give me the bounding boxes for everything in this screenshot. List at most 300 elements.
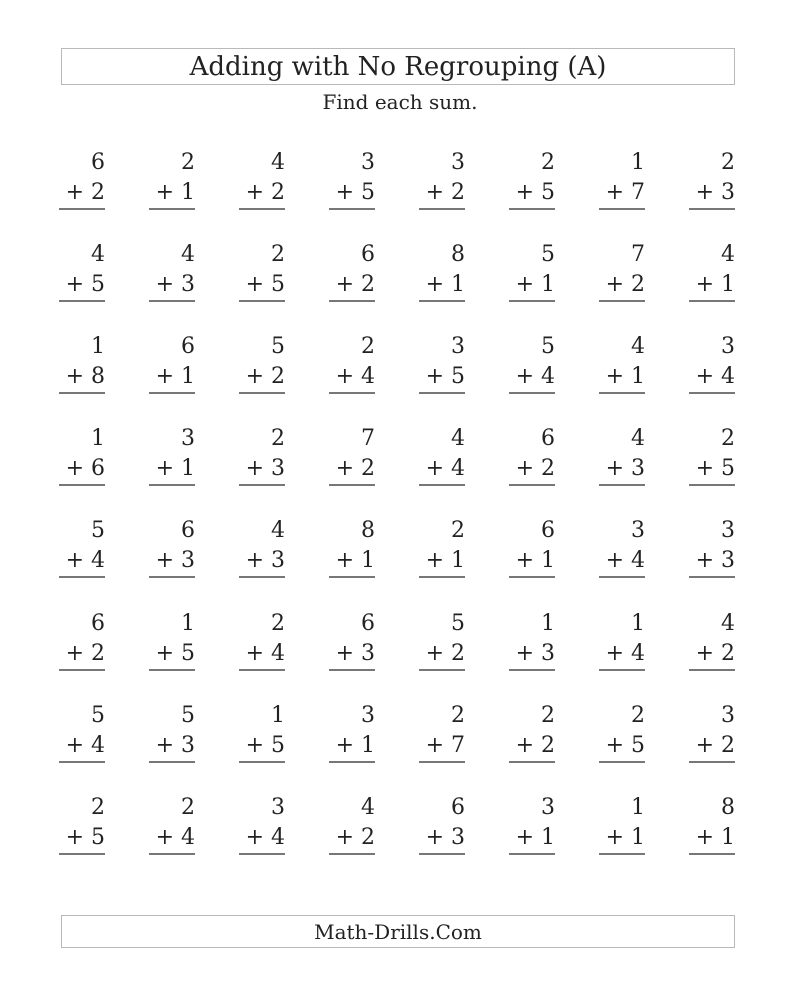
addend-bottom bbox=[336, 548, 375, 574]
addend-bottom bbox=[426, 641, 465, 667]
addend-bottom-value: 2 bbox=[721, 641, 735, 666]
addend-bottom bbox=[156, 825, 195, 851]
addend-top: 4 bbox=[721, 242, 735, 267]
answer-line bbox=[329, 484, 375, 486]
plus-sign: + bbox=[155, 641, 174, 666]
addition-problem bbox=[235, 611, 285, 671]
addend-top: 5 bbox=[91, 518, 105, 543]
plus-sign: + bbox=[155, 733, 174, 758]
answer-line bbox=[239, 300, 285, 302]
addend-bottom bbox=[606, 548, 645, 574]
addition-problem bbox=[325, 611, 375, 671]
addition-problem bbox=[505, 703, 555, 763]
addend-top: 2 bbox=[91, 795, 105, 820]
plus-sign: + bbox=[155, 825, 174, 850]
addition-problem bbox=[235, 703, 285, 763]
addend-bottom bbox=[156, 456, 195, 482]
addend-bottom-value: 3 bbox=[181, 733, 195, 758]
plus-sign: + bbox=[695, 641, 714, 666]
addend-top: 6 bbox=[451, 795, 465, 820]
plus-sign: + bbox=[515, 272, 534, 297]
addition-problem bbox=[55, 150, 105, 210]
addition-problem bbox=[415, 426, 465, 486]
addition-problem bbox=[595, 703, 645, 763]
answer-line bbox=[509, 576, 555, 578]
plus-sign: + bbox=[425, 548, 444, 573]
plus-sign: + bbox=[65, 180, 84, 205]
addition-problem bbox=[595, 334, 645, 394]
addend-bottom-value: 2 bbox=[361, 272, 375, 297]
plus-sign: + bbox=[65, 641, 84, 666]
addend-bottom-value: 2 bbox=[721, 733, 735, 758]
answer-line bbox=[329, 853, 375, 855]
addend-top: 6 bbox=[181, 334, 195, 359]
addition-problem bbox=[145, 703, 195, 763]
answer-line bbox=[59, 484, 105, 486]
addend-bottom-value: 4 bbox=[91, 548, 105, 573]
addition-problem bbox=[145, 518, 195, 578]
addend-bottom-value: 3 bbox=[721, 180, 735, 205]
plus-sign: + bbox=[605, 733, 624, 758]
addend-bottom-value: 1 bbox=[541, 825, 555, 850]
answer-line bbox=[419, 392, 465, 394]
addition-problem bbox=[325, 150, 375, 210]
plus-sign: + bbox=[515, 180, 534, 205]
plus-sign: + bbox=[65, 456, 84, 481]
plus-sign: + bbox=[245, 548, 264, 573]
addition-problem bbox=[415, 518, 465, 578]
answer-line bbox=[689, 300, 735, 302]
addend-top: 5 bbox=[271, 334, 285, 359]
addend-bottom bbox=[246, 641, 285, 667]
addend-bottom-value: 5 bbox=[631, 733, 645, 758]
answer-line bbox=[329, 669, 375, 671]
addend-bottom bbox=[426, 825, 465, 851]
addend-top: 7 bbox=[631, 242, 645, 267]
answer-line bbox=[599, 392, 645, 394]
addend-bottom-value: 5 bbox=[271, 272, 285, 297]
addend-bottom bbox=[696, 548, 735, 574]
addition-problem bbox=[685, 426, 735, 486]
addend-top: 4 bbox=[451, 426, 465, 451]
plus-sign: + bbox=[245, 364, 264, 389]
addend-top: 2 bbox=[271, 611, 285, 636]
addition-problem bbox=[505, 795, 555, 855]
addend-bottom-value: 2 bbox=[631, 272, 645, 297]
addend-bottom-value: 3 bbox=[271, 548, 285, 573]
addend-top: 3 bbox=[451, 150, 465, 175]
addend-bottom-value: 4 bbox=[271, 825, 285, 850]
addend-bottom bbox=[246, 272, 285, 298]
addend-bottom-value: 2 bbox=[361, 456, 375, 481]
addition-problem bbox=[325, 518, 375, 578]
answer-line bbox=[599, 669, 645, 671]
addend-bottom bbox=[66, 733, 105, 759]
addend-bottom bbox=[696, 641, 735, 667]
addend-top: 3 bbox=[451, 334, 465, 359]
addend-bottom-value: 3 bbox=[181, 272, 195, 297]
addend-bottom-value: 2 bbox=[361, 825, 375, 850]
addend-top: 1 bbox=[541, 611, 555, 636]
addend-bottom bbox=[156, 364, 195, 390]
addend-top: 5 bbox=[181, 703, 195, 728]
addend-bottom bbox=[606, 641, 645, 667]
answer-line bbox=[419, 208, 465, 210]
addend-bottom-value: 1 bbox=[721, 272, 735, 297]
answer-line bbox=[59, 853, 105, 855]
answer-line bbox=[149, 208, 195, 210]
addend-bottom bbox=[696, 272, 735, 298]
answer-line bbox=[599, 484, 645, 486]
plus-sign: + bbox=[605, 272, 624, 297]
plus-sign: + bbox=[155, 180, 174, 205]
addend-bottom-value: 5 bbox=[451, 364, 465, 389]
addend-bottom bbox=[606, 456, 645, 482]
answer-line bbox=[509, 392, 555, 394]
addend-top: 6 bbox=[361, 242, 375, 267]
answer-line bbox=[59, 392, 105, 394]
addend-bottom bbox=[516, 272, 555, 298]
plus-sign: + bbox=[335, 456, 354, 481]
answer-line bbox=[509, 853, 555, 855]
addend-bottom-value: 1 bbox=[181, 180, 195, 205]
answer-line bbox=[599, 300, 645, 302]
plus-sign: + bbox=[695, 456, 714, 481]
addition-problem bbox=[325, 334, 375, 394]
addend-bottom-value: 5 bbox=[721, 456, 735, 481]
addition-problem bbox=[505, 242, 555, 302]
plus-sign: + bbox=[605, 180, 624, 205]
answer-line bbox=[509, 669, 555, 671]
addend-top: 1 bbox=[631, 795, 645, 820]
addition-problem bbox=[55, 242, 105, 302]
addend-bottom-value: 2 bbox=[91, 180, 105, 205]
plus-sign: + bbox=[425, 180, 444, 205]
plus-sign: + bbox=[335, 364, 354, 389]
addend-top: 3 bbox=[361, 703, 375, 728]
addend-bottom-value: 2 bbox=[271, 180, 285, 205]
answer-line bbox=[329, 761, 375, 763]
addend-top: 5 bbox=[541, 334, 555, 359]
addend-top: 2 bbox=[271, 426, 285, 451]
plus-sign: + bbox=[425, 364, 444, 389]
plus-sign: + bbox=[425, 456, 444, 481]
addend-top: 2 bbox=[541, 703, 555, 728]
addition-problem bbox=[685, 334, 735, 394]
addend-bottom bbox=[696, 364, 735, 390]
addition-problem bbox=[235, 518, 285, 578]
addition-problem bbox=[505, 611, 555, 671]
plus-sign: + bbox=[245, 180, 264, 205]
addend-bottom bbox=[426, 364, 465, 390]
addend-bottom-value: 1 bbox=[631, 825, 645, 850]
addend-bottom bbox=[246, 456, 285, 482]
addend-top: 1 bbox=[91, 334, 105, 359]
addition-problem bbox=[235, 334, 285, 394]
addend-bottom-value: 1 bbox=[541, 272, 555, 297]
answer-line bbox=[239, 853, 285, 855]
addend-top: 6 bbox=[541, 518, 555, 543]
addend-bottom bbox=[156, 180, 195, 206]
plus-sign: + bbox=[335, 180, 354, 205]
addition-problem bbox=[55, 518, 105, 578]
answer-line bbox=[689, 208, 735, 210]
addend-bottom-value: 4 bbox=[541, 364, 555, 389]
addend-bottom-value: 2 bbox=[271, 364, 285, 389]
addend-bottom bbox=[246, 364, 285, 390]
plus-sign: + bbox=[605, 641, 624, 666]
addend-bottom bbox=[426, 456, 465, 482]
answer-line bbox=[509, 484, 555, 486]
addend-bottom bbox=[516, 733, 555, 759]
addition-problem bbox=[685, 795, 735, 855]
addend-bottom-value: 4 bbox=[721, 364, 735, 389]
addend-bottom bbox=[606, 364, 645, 390]
answer-line bbox=[149, 576, 195, 578]
addend-bottom-value: 3 bbox=[721, 548, 735, 573]
plus-sign: + bbox=[425, 733, 444, 758]
addition-problem bbox=[685, 518, 735, 578]
answer-line bbox=[689, 761, 735, 763]
answer-line bbox=[419, 669, 465, 671]
addition-problem bbox=[145, 334, 195, 394]
addend-top: 3 bbox=[721, 518, 735, 543]
addend-bottom-value: 2 bbox=[541, 456, 555, 481]
addend-top: 6 bbox=[181, 518, 195, 543]
answer-line bbox=[239, 669, 285, 671]
addend-bottom-value: 5 bbox=[91, 272, 105, 297]
addend-top: 8 bbox=[721, 795, 735, 820]
addend-bottom bbox=[336, 456, 375, 482]
addend-bottom bbox=[696, 825, 735, 851]
answer-line bbox=[419, 761, 465, 763]
plus-sign: + bbox=[335, 548, 354, 573]
addend-bottom-value: 7 bbox=[631, 180, 645, 205]
addend-bottom-value: 1 bbox=[721, 825, 735, 850]
addition-problem bbox=[325, 242, 375, 302]
addend-bottom bbox=[606, 180, 645, 206]
answer-line bbox=[239, 208, 285, 210]
addition-problem bbox=[55, 795, 105, 855]
addend-bottom-value: 3 bbox=[541, 641, 555, 666]
plus-sign: + bbox=[65, 364, 84, 389]
addend-bottom-value: 2 bbox=[541, 733, 555, 758]
addend-bottom-value: 3 bbox=[361, 641, 375, 666]
addition-problem bbox=[505, 334, 555, 394]
plus-sign: + bbox=[335, 641, 354, 666]
addend-bottom-value: 1 bbox=[541, 548, 555, 573]
answer-line bbox=[599, 761, 645, 763]
addend-bottom-value: 3 bbox=[451, 825, 465, 850]
answer-line bbox=[419, 853, 465, 855]
addend-top: 4 bbox=[361, 795, 375, 820]
addend-top: 2 bbox=[451, 518, 465, 543]
plus-sign: + bbox=[245, 825, 264, 850]
answer-line bbox=[149, 300, 195, 302]
addition-problem bbox=[685, 242, 735, 302]
addend-bottom bbox=[606, 825, 645, 851]
addend-top: 4 bbox=[721, 611, 735, 636]
addition-problem bbox=[415, 795, 465, 855]
addend-top: 4 bbox=[91, 242, 105, 267]
addend-bottom-value: 2 bbox=[451, 180, 465, 205]
footer-text: Math-Drills.Com bbox=[314, 919, 482, 944]
answer-line bbox=[509, 761, 555, 763]
addition-problem bbox=[415, 611, 465, 671]
addition-problem bbox=[235, 426, 285, 486]
answer-line bbox=[599, 576, 645, 578]
answer-line bbox=[689, 392, 735, 394]
addend-bottom bbox=[426, 548, 465, 574]
addend-top: 3 bbox=[271, 795, 285, 820]
addend-bottom bbox=[246, 180, 285, 206]
addition-problem bbox=[145, 242, 195, 302]
answer-line bbox=[599, 853, 645, 855]
answer-line bbox=[599, 208, 645, 210]
addend-bottom bbox=[156, 548, 195, 574]
answer-line bbox=[689, 484, 735, 486]
addition-problem bbox=[595, 795, 645, 855]
plus-sign: + bbox=[155, 272, 174, 297]
answer-line bbox=[419, 576, 465, 578]
plus-sign: + bbox=[515, 733, 534, 758]
plus-sign: + bbox=[605, 548, 624, 573]
addend-bottom-value: 1 bbox=[181, 456, 195, 481]
addend-top: 3 bbox=[721, 334, 735, 359]
plus-sign: + bbox=[515, 456, 534, 481]
addition-problem bbox=[145, 611, 195, 671]
answer-line bbox=[239, 761, 285, 763]
addend-top: 2 bbox=[541, 150, 555, 175]
addend-top: 2 bbox=[181, 795, 195, 820]
plus-sign: + bbox=[425, 825, 444, 850]
answer-line bbox=[689, 669, 735, 671]
plus-sign: + bbox=[515, 825, 534, 850]
addend-bottom bbox=[426, 180, 465, 206]
addition-problem bbox=[145, 150, 195, 210]
addend-bottom bbox=[336, 364, 375, 390]
addend-bottom bbox=[696, 733, 735, 759]
addend-bottom bbox=[336, 733, 375, 759]
addend-top: 6 bbox=[91, 611, 105, 636]
worksheet-title: Adding with No Regrouping (A) bbox=[189, 51, 607, 82]
addend-bottom-value: 5 bbox=[91, 825, 105, 850]
addend-top: 6 bbox=[361, 611, 375, 636]
addition-problem bbox=[595, 150, 645, 210]
addend-top: 4 bbox=[271, 518, 285, 543]
addition-problem bbox=[235, 242, 285, 302]
addition-problem bbox=[145, 795, 195, 855]
addition-problem bbox=[595, 426, 645, 486]
answer-line bbox=[419, 300, 465, 302]
addend-bottom-value: 1 bbox=[361, 548, 375, 573]
answer-line bbox=[239, 484, 285, 486]
addition-problem bbox=[325, 703, 375, 763]
answer-line bbox=[149, 484, 195, 486]
addition-problem bbox=[235, 150, 285, 210]
addend-top: 4 bbox=[271, 150, 285, 175]
addend-bottom bbox=[66, 272, 105, 298]
answer-line bbox=[59, 669, 105, 671]
addend-bottom bbox=[606, 272, 645, 298]
addition-problem bbox=[505, 518, 555, 578]
addend-bottom bbox=[336, 641, 375, 667]
addend-top: 1 bbox=[271, 703, 285, 728]
addend-bottom bbox=[336, 180, 375, 206]
addend-top: 1 bbox=[631, 611, 645, 636]
addend-top: 6 bbox=[541, 426, 555, 451]
addend-bottom-value: 1 bbox=[181, 364, 195, 389]
addend-bottom bbox=[516, 364, 555, 390]
addend-bottom bbox=[606, 733, 645, 759]
answer-line bbox=[59, 300, 105, 302]
answer-line bbox=[149, 853, 195, 855]
addition-problem bbox=[145, 426, 195, 486]
addend-top: 3 bbox=[631, 518, 645, 543]
footer-box bbox=[61, 915, 735, 948]
addend-bottom-value: 4 bbox=[631, 548, 645, 573]
addend-bottom bbox=[336, 825, 375, 851]
addend-bottom bbox=[696, 180, 735, 206]
addend-top: 1 bbox=[91, 426, 105, 451]
addend-bottom-value: 1 bbox=[451, 548, 465, 573]
addend-top: 1 bbox=[631, 150, 645, 175]
plus-sign: + bbox=[65, 548, 84, 573]
addition-problem bbox=[505, 426, 555, 486]
instructions: Find each sum. bbox=[322, 90, 478, 114]
addition-problem bbox=[505, 150, 555, 210]
addend-bottom-value: 5 bbox=[181, 641, 195, 666]
addition-problem bbox=[235, 795, 285, 855]
answer-line bbox=[329, 576, 375, 578]
addend-bottom bbox=[516, 180, 555, 206]
addend-bottom-value: 1 bbox=[631, 364, 645, 389]
answer-line bbox=[329, 208, 375, 210]
addend-bottom bbox=[66, 641, 105, 667]
addend-top: 2 bbox=[361, 334, 375, 359]
addition-problem bbox=[595, 611, 645, 671]
addend-bottom bbox=[246, 825, 285, 851]
addend-bottom-value: 8 bbox=[91, 364, 105, 389]
addend-top: 6 bbox=[91, 150, 105, 175]
addend-bottom bbox=[66, 548, 105, 574]
addition-problem bbox=[685, 150, 735, 210]
answer-line bbox=[509, 208, 555, 210]
addend-bottom bbox=[516, 641, 555, 667]
addend-bottom-value: 7 bbox=[451, 733, 465, 758]
addend-top: 4 bbox=[181, 242, 195, 267]
addend-bottom bbox=[66, 825, 105, 851]
addition-problem bbox=[685, 703, 735, 763]
addend-bottom bbox=[516, 825, 555, 851]
addition-problem bbox=[325, 426, 375, 486]
addend-top: 4 bbox=[631, 334, 645, 359]
answer-line bbox=[239, 576, 285, 578]
plus-sign: + bbox=[605, 364, 624, 389]
answer-line bbox=[59, 208, 105, 210]
plus-sign: + bbox=[65, 825, 84, 850]
plus-sign: + bbox=[425, 272, 444, 297]
answer-line bbox=[329, 300, 375, 302]
addition-problem bbox=[55, 703, 105, 763]
addend-bottom-value: 2 bbox=[451, 641, 465, 666]
addition-problem bbox=[595, 242, 645, 302]
addend-top: 2 bbox=[631, 703, 645, 728]
addend-bottom bbox=[156, 641, 195, 667]
answer-line bbox=[689, 576, 735, 578]
addend-bottom-value: 3 bbox=[271, 456, 285, 481]
plus-sign: + bbox=[695, 180, 714, 205]
